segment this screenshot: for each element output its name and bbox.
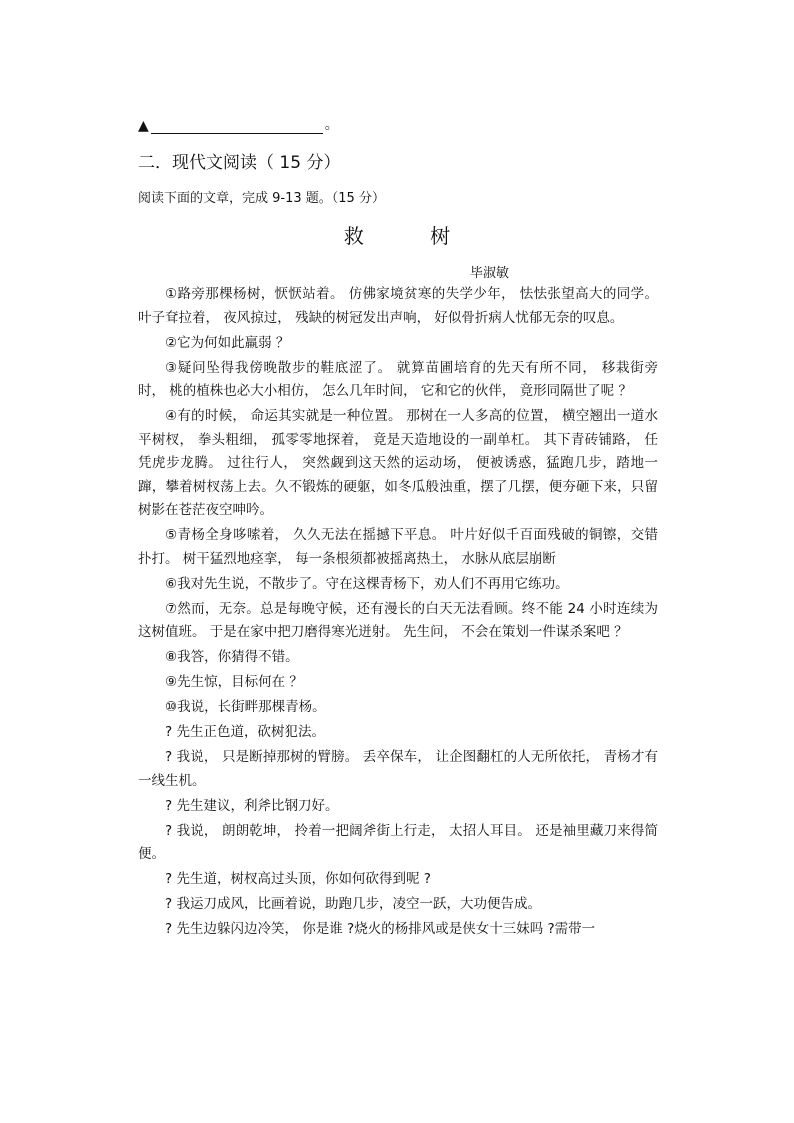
paragraph-3: ③疑问坠得我傍晚散步的鞋底涩了。 就算苗圃培育的先天有所不同， 移栽街旁时， 桃的植株也必大小相仿， 怎么几年时间， 它和它的伙伴， 竟形同隔世了呢 ？ xyxy=(138,359,658,399)
paragraph-6: ⑥我对先生说，不散步了。守在这棵青杨下，劝人们不再用它练功。 xyxy=(165,575,569,592)
paragraph-13: ? 先生建议，利斧比钢刀好。 xyxy=(165,797,339,814)
reading-instruction: 阅读下面的文章，完成 9-13 题。（15 分） xyxy=(138,191,385,206)
answer-blank-line xyxy=(138,114,339,134)
answer-blank xyxy=(151,119,323,134)
paragraph-11: ? 先生正色道，砍树犯法。 xyxy=(165,724,325,740)
answer-period: 。 xyxy=(324,117,339,133)
paragraph-10: ⑩我说，长街畔那棵青杨。 xyxy=(165,699,326,715)
paragraph-2: ②它为何如此羸弱 ？ xyxy=(165,334,290,351)
paragraph-16: ? 我运刀成风，比画着说，助跑几步，凌空一跃，大功便告成。 xyxy=(165,896,541,912)
section-title: 二．现代文阅读（ 15 分） xyxy=(138,153,341,173)
triangle-marker-icon: ▲ xyxy=(138,118,149,134)
paragraph-12: ? 我说， 只是断掉那树的臂膀。 丢卒保车， 让企图翻杠的人无所依托， 青杨才有一线生机。 xyxy=(138,749,658,789)
paragraph-9: ⑨先生惊，目标何在 ？ xyxy=(165,674,303,690)
paragraph-1: ①路旁那棵杨树，恹恹站着。 仿佛家境贫寒的失学少年， 怯怯张望高大的同学。 叶子耷拉着， 夜风掠过， 残缺的树冠发出声响， 好似骨折病人忧郁无奈的叹息。 xyxy=(138,286,658,326)
essay-title: 救 树 xyxy=(343,224,481,248)
essay-author: 毕淑敏 xyxy=(470,266,510,281)
paragraph-5: ⑤青杨全身哆嗦着， 久久无法在摇撼下平息。 叶片好似千百面残破的铜镲，交错扑打。 树干猛烈地痉挛， 每一条根须都被摇离热土， 水脉从底层崩断 xyxy=(138,527,658,567)
paragraph-4: ④有的时候， 命运其实就是一种位置。 那树在一人多高的位置， 横空翘出一道水平树杈， 拳头粗细， 孤零零地探着， 竟是天造地设的一副单杠。 其下青砖铺路， 任凭虎步龙腾。 过往行人， 突然觑到这天然的运动场， 便被诱惑，猛跑几步，踏地一蹿，攀着树杈荡上去。久不锻炼的硬躯，如冬瓜般浊重，摆了几摆，便夯砸下来，只留树影在苍茫夜空呻吟。 xyxy=(138,408,658,518)
paragraph-7: ⑦然而，无奈。总是每晚守候，还有漫长的白天无法看顾。终不能 24 小时连续为这树值班。 于是在家中把刀磨得寒光迸射。 先生问， 不会在策划一件谋杀案吧 ？ xyxy=(138,600,658,640)
paragraph-15: ? 先生道，树杈高过头顶，你如何砍得到呢 ? xyxy=(165,871,431,887)
paragraph-8: ⑧我答，你猜得不错。 xyxy=(165,649,299,665)
paragraph-17: ? 先生边躲闪边冷笑， 你是谁 ?烧火的杨排风或是侠女十三妹吗 ?需带一 xyxy=(165,921,596,937)
paragraph-14: ? 我说， 朗朗乾坤， 拎着一把阔斧街上行走， 太招人耳目。 还是袖里藏刀来得简便。 xyxy=(138,822,658,862)
essay-body xyxy=(138,283,658,943)
